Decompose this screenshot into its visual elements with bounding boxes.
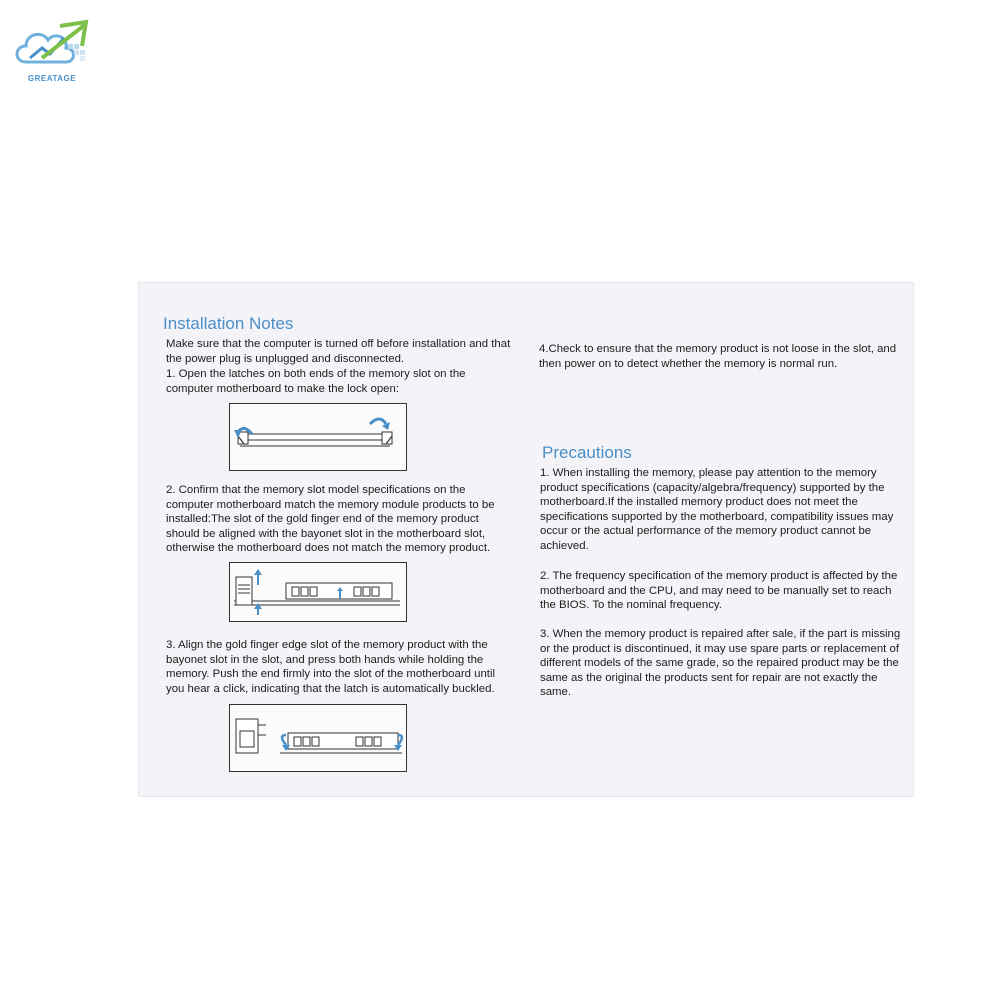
installation-intro: Make sure that the computer is turned off before installation and that the power plug is unplugged and disconnected.: [166, 338, 511, 365]
installation-step-3: 3. Align the gold finger edge slot of the memory product with the bayonet slot in the slot, and press both hands while holding the memory. Push the end firmly into the slot of the motherboard until you hear a click, indicating that the latch is automatically buckled.: [166, 639, 496, 695]
press-diagram: [229, 704, 407, 772]
logo-text: GREATAGE: [27, 74, 77, 83]
precaution-item-2: 2. The frequency specification of the memory product is affected by the motherboard and the CPU, and may need to be manually set to reach the BIOS. To the nominal frequency.: [540, 570, 898, 612]
alignment-diagram: [229, 562, 407, 622]
installation-notes-heading: Installation Notes: [163, 314, 294, 333]
arrow-right-icon: [370, 419, 386, 424]
instruction-card: [139, 283, 913, 796]
arrow-up-icon: [254, 569, 262, 575]
latch-arrow-left-icon: [282, 735, 286, 745]
precaution-item-1: 1. When installing the memory, please pay attention to the memory product specifications (capacity/algebra/frequency) supported by the motherboard.If the installed memory product does not meet the specifications supported by the motherboard, compatibility issues may occur or the actual performance of the memory product cannot be achieved.: [540, 467, 894, 552]
installation-step-2: 2. Confirm that the memory slot model specifications on the computer motherboard match the memory module products to be installed:The slot of the gold finger end of the memory product should be aligned with the bayonet slot in the motherboard slot, otherwise the motherboard does not match the memory product.: [166, 484, 495, 555]
precaution-item-3: 3. When the memory product is repaired after sale, if the part is missing or the product is discontinued, it may use spare parts or replacement of different models of the same grade, so the repaired product may be the same as the original the products sent for repair are not exactly the same.: [540, 628, 901, 699]
installation-step-4: 4.Check to ensure that the memory product is not loose in the slot, and then power on to detect whether the memory is normal run.: [539, 343, 897, 370]
latch-arrow-right-icon: [398, 735, 402, 745]
installation-step-1: 1. Open the latches on both ends of the memory slot on the computer motherboard to make the lock open:: [166, 368, 466, 395]
latch-open-diagram: [229, 403, 407, 471]
precautions-heading: Precautions: [542, 443, 632, 462]
brand-logo: [12, 18, 92, 88]
cloud-growth-logo-icon: [12, 18, 92, 74]
